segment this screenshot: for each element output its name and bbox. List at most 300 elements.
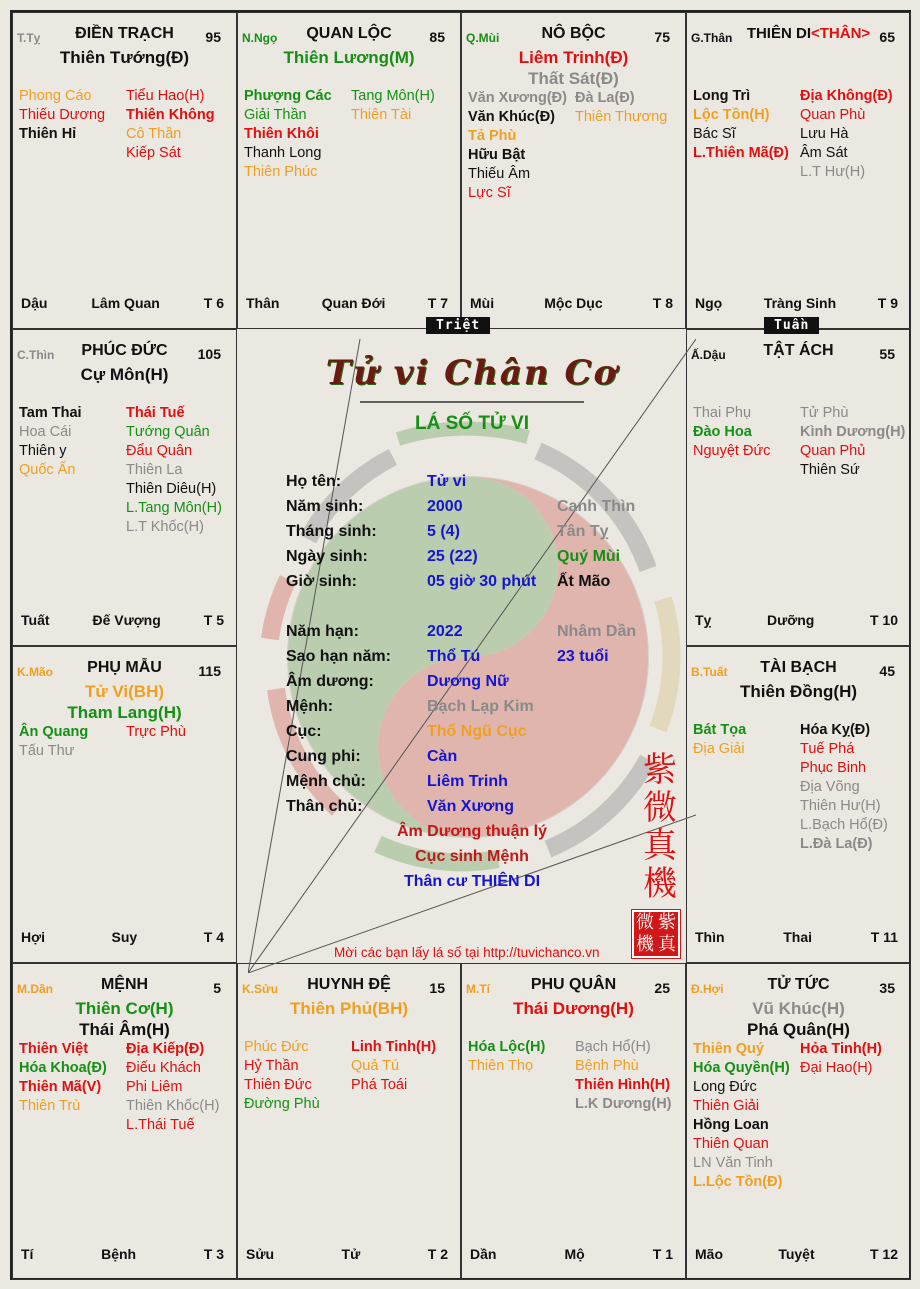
minor-star: Trực Phù bbox=[126, 724, 186, 740]
info-extra: Canh Thìn bbox=[557, 498, 636, 515]
palace-order: T 7 bbox=[427, 295, 448, 311]
minor-star: Thiên Khôi bbox=[244, 126, 319, 142]
minor-star: Phi Liêm bbox=[126, 1079, 183, 1095]
minor-stars bbox=[19, 723, 234, 761]
info-value: 5 (4) bbox=[427, 523, 460, 540]
info-label: Sao hạn năm: bbox=[286, 648, 391, 665]
palace-number: 35 bbox=[879, 980, 895, 996]
minor-star: Thiên Trù bbox=[19, 1098, 81, 1114]
palace-5 bbox=[686, 329, 911, 646]
palace-stem: B.Tuất bbox=[691, 665, 728, 679]
stamp-char: 機 bbox=[636, 934, 654, 955]
palace-stem: G.Thân bbox=[691, 31, 733, 45]
chart-note: Thân cư THIÊN DI bbox=[403, 873, 541, 890]
stamp-char: 微 bbox=[636, 912, 654, 933]
palace-phase: Lâm Quan bbox=[91, 295, 160, 311]
palace-number: 95 bbox=[205, 29, 221, 45]
palace-name: HUYNH ĐỆ bbox=[307, 976, 391, 993]
palace-footer bbox=[695, 929, 898, 945]
palace-phase: Tuyệt bbox=[778, 1246, 815, 1262]
palace-number: 15 bbox=[429, 980, 445, 996]
palace-stem: K.Mão bbox=[17, 665, 53, 679]
palace-name: PHỤ MẪU bbox=[87, 659, 162, 676]
minor-star: L.Lộc Tồn(Đ) bbox=[693, 1174, 783, 1190]
minor-star: Thiên Khốc(H) bbox=[126, 1098, 220, 1114]
minor-stars-right bbox=[126, 723, 233, 761]
palace-branch: Sửu bbox=[246, 1246, 275, 1262]
palace-number: 65 bbox=[879, 29, 895, 45]
minor-star: Đường Phù bbox=[244, 1096, 320, 1112]
palace-number: 45 bbox=[879, 663, 895, 679]
minor-star: Thiên Hình(H) bbox=[575, 1077, 671, 1093]
palace-phase: Thai bbox=[783, 929, 813, 945]
palace-stem: Q.Mùi bbox=[466, 31, 500, 45]
minor-star: Thiên Quý bbox=[693, 1041, 764, 1057]
minor-star: Thái Tuế bbox=[126, 405, 185, 421]
minor-star: Địa Không(Đ) bbox=[800, 88, 893, 104]
minor-star: L.Bạch Hổ(Đ) bbox=[800, 817, 888, 833]
minor-star: Thai Phụ bbox=[693, 405, 752, 421]
minor-stars-left bbox=[468, 1038, 575, 1114]
palace-footer bbox=[470, 295, 673, 311]
palace-order: T 8 bbox=[652, 295, 673, 311]
minor-star: Lộc Tồn(H) bbox=[693, 107, 770, 123]
palace-phase: Dưỡng bbox=[767, 612, 815, 628]
minor-star: Thiên La bbox=[126, 462, 183, 478]
palace-footer bbox=[246, 1246, 448, 1262]
minor-star: Quốc Ấn bbox=[19, 462, 76, 478]
minor-stars bbox=[693, 721, 908, 854]
palace-branch: Dần bbox=[470, 1246, 497, 1262]
major-star: Phá Quân(H) bbox=[747, 1020, 850, 1039]
seal-char: 微 bbox=[643, 788, 677, 828]
major-stars bbox=[238, 47, 460, 68]
minor-star: Thiếu Dương bbox=[19, 107, 106, 123]
minor-star: Linh Tinh(H) bbox=[351, 1039, 437, 1055]
palace-order: T 1 bbox=[652, 1246, 673, 1262]
palace-order: T 5 bbox=[203, 612, 224, 628]
minor-star: Lưu Hà bbox=[800, 126, 849, 142]
palace-stem: K.Sửu bbox=[242, 982, 279, 996]
minor-stars-left bbox=[693, 1040, 800, 1192]
palace-9 bbox=[237, 963, 461, 1280]
minor-stars-right bbox=[800, 721, 907, 854]
info-label: Năm hạn: bbox=[286, 623, 359, 640]
minor-star: Địa Kiếp(Đ) bbox=[126, 1041, 205, 1057]
palace-phase: Mộ bbox=[564, 1246, 585, 1262]
minor-stars bbox=[244, 1038, 459, 1114]
minor-star: Kình Dương(H) bbox=[800, 424, 906, 440]
palace-phase: Bệnh bbox=[101, 1246, 137, 1262]
minor-star: Hồng Loan bbox=[693, 1117, 769, 1133]
minor-stars-right bbox=[126, 87, 233, 163]
minor-stars bbox=[468, 89, 683, 203]
palace-7 bbox=[686, 646, 911, 963]
major-stars bbox=[13, 681, 236, 723]
palace-order: T 11 bbox=[870, 929, 898, 945]
palace-name: PHU QUÂN bbox=[530, 976, 617, 993]
palace-footer bbox=[246, 295, 448, 311]
minor-stars-right bbox=[351, 87, 458, 182]
palace-stem: Ấ.Dậu bbox=[691, 348, 726, 362]
minor-stars-left bbox=[244, 87, 351, 182]
horoscope-chart bbox=[10, 10, 911, 1280]
minor-star: LN Văn Tinh bbox=[693, 1155, 773, 1171]
minor-star: Bệnh Phù bbox=[575, 1058, 639, 1074]
info-value: Liêm Trinh bbox=[427, 773, 508, 790]
palace-name-text: THIÊN DI bbox=[746, 25, 811, 42]
major-star: Thái Dương(H) bbox=[513, 999, 634, 1018]
minor-star: Thiên Quan bbox=[693, 1136, 769, 1152]
minor-star: Giải Thần bbox=[244, 107, 307, 123]
minor-star: Bạch Hổ(H) bbox=[575, 1039, 651, 1055]
palace-phase: Suy bbox=[111, 929, 138, 945]
palace-number: 85 bbox=[429, 29, 445, 45]
seal-char: 真 bbox=[643, 826, 677, 866]
minor-star: Thiên Không bbox=[126, 107, 215, 123]
palace-branch: Mùi bbox=[470, 295, 495, 311]
minor-star: Đại Hao(H) bbox=[800, 1060, 873, 1076]
minor-stars-left bbox=[244, 1038, 351, 1114]
major-stars bbox=[238, 998, 460, 1019]
minor-star: Lực Sĩ bbox=[468, 185, 511, 201]
minor-star: Hóa Kỵ(Đ) bbox=[800, 722, 871, 738]
major-stars bbox=[462, 998, 685, 1019]
minor-star: L.T Khốc(H) bbox=[126, 519, 204, 535]
info-label: Giờ sinh: bbox=[286, 573, 357, 590]
minor-star: Long Đức bbox=[693, 1079, 757, 1095]
major-star: Thiên Lương(M) bbox=[283, 48, 415, 67]
minor-star: L.Thiên Mã(Đ) bbox=[693, 145, 789, 161]
palace-branch: Mão bbox=[695, 1246, 723, 1262]
minor-star: Tang Môn(H) bbox=[351, 88, 435, 104]
palace-footer bbox=[21, 612, 224, 628]
minor-star: L.Thái Tuế bbox=[126, 1117, 195, 1133]
major-star: Thiên Tướng(Đ) bbox=[59, 48, 190, 67]
palace-name: PHÚC ĐỨC bbox=[81, 342, 168, 359]
palace-branch: Tí bbox=[21, 1246, 34, 1262]
palace-order: T 3 bbox=[203, 1246, 224, 1262]
minor-star: Tử Phù bbox=[800, 405, 849, 421]
palace-name: TỬ TỨC bbox=[767, 976, 830, 993]
triet-marker: Triệt bbox=[426, 317, 490, 334]
minor-star: Thiên Thương bbox=[575, 109, 668, 125]
minor-star: Đào Hoa bbox=[693, 424, 752, 440]
minor-star: Hóa Lộc(H) bbox=[468, 1039, 546, 1055]
major-stars bbox=[687, 681, 910, 702]
palace-branch: Thìn bbox=[695, 929, 725, 945]
palace-name: QUAN LỘC bbox=[306, 25, 392, 42]
minor-stars-right bbox=[800, 1040, 907, 1192]
chart-note: Cục sinh Mệnh bbox=[415, 848, 529, 865]
palace-footer bbox=[21, 929, 224, 945]
minor-star: Thiên Mã(V) bbox=[19, 1079, 102, 1095]
palace-11 bbox=[686, 963, 911, 1280]
major-star: Thái Âm(H) bbox=[79, 1020, 170, 1039]
palace-6 bbox=[12, 646, 237, 963]
palace-branch: Thân bbox=[246, 295, 280, 311]
info-label: Cung phi: bbox=[286, 748, 361, 765]
minor-star: Điếu Khách bbox=[126, 1060, 201, 1076]
palace-stem: N.Ngọ bbox=[242, 31, 278, 45]
minor-star: L.Tang Môn(H) bbox=[126, 500, 222, 516]
minor-star: Âm Sát bbox=[800, 145, 848, 161]
minor-star: Quả Tú bbox=[351, 1058, 400, 1074]
info-value: Càn bbox=[427, 748, 458, 765]
minor-star: Quan Phủ bbox=[800, 443, 866, 459]
minor-stars-left bbox=[19, 1040, 126, 1135]
palace-name: ĐIỀN TRẠCH bbox=[75, 25, 174, 42]
palace-order: T 9 bbox=[877, 295, 898, 311]
info-label: Âm dương: bbox=[286, 673, 374, 690]
major-star: Liêm Trinh(Đ) bbox=[518, 48, 629, 67]
info-label: Thân chủ: bbox=[286, 798, 363, 815]
minor-stars bbox=[693, 1040, 908, 1192]
seal-char: 紫 bbox=[643, 750, 677, 790]
minor-stars-right bbox=[126, 1040, 233, 1135]
minor-star: L.K Dương(H) bbox=[575, 1096, 672, 1112]
major-star: Thiên Phủ(BH) bbox=[289, 999, 409, 1018]
seal-calligraphy bbox=[640, 751, 680, 903]
palace-phase: Đế Vượng bbox=[92, 612, 161, 628]
minor-star: Thiên Đức bbox=[244, 1077, 312, 1093]
minor-stars bbox=[693, 404, 908, 480]
info-label: Mệnh chủ: bbox=[286, 773, 366, 790]
chart-title: LÁ SỐ TỬ VI bbox=[415, 413, 529, 434]
chart-note: Âm Dương thuận lý bbox=[396, 823, 548, 840]
info-value: Bạch Lạp Kim bbox=[427, 698, 534, 715]
minor-star: Thiên Phúc bbox=[244, 164, 318, 180]
info-extra: 23 tuổi bbox=[557, 648, 609, 665]
palace-name: MỆNH bbox=[100, 976, 149, 993]
minor-star: L.Đà La(Đ) bbox=[800, 836, 873, 852]
info-label: Họ tên: bbox=[286, 473, 342, 490]
major-star: Vũ Khúc(H) bbox=[752, 999, 845, 1018]
minor-star: Bát Tọa bbox=[693, 722, 747, 738]
minor-stars-left bbox=[19, 87, 126, 163]
minor-stars-right bbox=[800, 87, 907, 182]
minor-star: Ân Quang bbox=[19, 724, 89, 740]
palace-8 bbox=[12, 963, 237, 1280]
info-extra: Tân Tỵ bbox=[557, 523, 609, 540]
major-star: Cự Môn(H) bbox=[80, 365, 169, 384]
palace-number: 105 bbox=[197, 346, 221, 362]
minor-star: Phượng Các bbox=[244, 88, 332, 104]
minor-star: Tiểu Hao(H) bbox=[126, 88, 205, 104]
website-footer[interactable]: Mời các bạn lấy lá số tại http://tuvichanco.vn bbox=[334, 945, 600, 960]
palace-branch: Dậu bbox=[21, 295, 48, 311]
minor-star: Tả Phù bbox=[468, 128, 517, 144]
minor-star: Tam Thai bbox=[19, 405, 82, 421]
info-label: Cục: bbox=[286, 723, 322, 740]
palace-4 bbox=[12, 329, 237, 646]
minor-star: Bác Sĩ bbox=[693, 126, 736, 142]
minor-star: Thiên Sứ bbox=[800, 462, 860, 478]
minor-stars-right bbox=[575, 89, 682, 203]
palace-stem: M.Dần bbox=[17, 982, 53, 996]
minor-star: Long Trì bbox=[693, 88, 751, 104]
minor-star: Hỷ Thần bbox=[244, 1058, 299, 1074]
info-value: Thổ Ngũ Cục bbox=[427, 723, 527, 740]
minor-stars bbox=[19, 404, 234, 537]
minor-stars-left bbox=[693, 87, 800, 182]
palace-2 bbox=[461, 12, 686, 329]
info-value: Thổ Tú bbox=[427, 648, 481, 665]
palace-phase: Tử bbox=[341, 1246, 361, 1262]
palace-stem: M.Tí bbox=[466, 982, 490, 996]
palace-name: NÔ BỘC bbox=[541, 25, 606, 42]
palace-1 bbox=[237, 12, 461, 329]
minor-star: Địa Giải bbox=[693, 741, 745, 757]
minor-star: Đà La(Đ) bbox=[575, 90, 635, 106]
palace-footer bbox=[695, 612, 898, 628]
minor-star: Hóa Quyền(H) bbox=[693, 1060, 790, 1076]
palace-order: T 10 bbox=[869, 612, 898, 628]
minor-stars-left bbox=[468, 89, 575, 203]
info-value: 2000 bbox=[427, 498, 463, 515]
body-marker: <THÂN> bbox=[810, 25, 871, 42]
tuan-marker: Tuần bbox=[764, 317, 819, 334]
major-stars bbox=[687, 998, 910, 1040]
palace-stem: Đ.Hợi bbox=[691, 982, 724, 996]
palace-phase: Quan Đới bbox=[321, 295, 386, 311]
minor-stars-left bbox=[19, 404, 126, 537]
minor-star: Thiên y bbox=[19, 443, 67, 459]
palace-0 bbox=[12, 12, 237, 329]
seal-char: 機 bbox=[643, 864, 677, 904]
minor-star: Thiếu Âm bbox=[468, 166, 531, 182]
seal-stamp bbox=[632, 910, 680, 958]
major-star: Thất Sát(Đ) bbox=[528, 69, 619, 88]
palace-phase: Tràng Sinh bbox=[763, 295, 837, 311]
minor-star: Thiên Hỉ bbox=[19, 126, 77, 142]
palace-10 bbox=[461, 963, 686, 1280]
info-extra: Quý Mùi bbox=[557, 548, 621, 565]
minor-star: Thiên Hư(H) bbox=[800, 798, 881, 814]
palace-branch: Ngọ bbox=[695, 295, 723, 311]
palace-footer bbox=[21, 295, 224, 311]
info-label: Tháng sinh: bbox=[286, 523, 377, 540]
info-extra: Ất Mão bbox=[557, 573, 611, 590]
minor-stars bbox=[693, 87, 908, 182]
info-label: Mệnh: bbox=[286, 698, 334, 715]
minor-stars bbox=[19, 1040, 234, 1135]
info-value: Văn Xương bbox=[427, 798, 514, 815]
palace-footer bbox=[695, 1246, 898, 1262]
minor-star: Thiên Tài bbox=[351, 107, 412, 123]
palace-name bbox=[687, 25, 910, 42]
minor-stars bbox=[19, 87, 234, 163]
palace-stem: T.Tỵ bbox=[17, 31, 41, 45]
palace-footer bbox=[470, 1246, 673, 1262]
palace-order: T 12 bbox=[869, 1246, 898, 1262]
major-star: Tử Vi(BH) bbox=[84, 682, 165, 701]
minor-star: Hỏa Tinh(H) bbox=[800, 1041, 882, 1057]
minor-star: Quan Phù bbox=[800, 107, 866, 123]
minor-star: Thiên Thọ bbox=[468, 1058, 534, 1074]
minor-star: Thiên Việt bbox=[19, 1041, 89, 1057]
minor-star: Phục Binh bbox=[800, 760, 867, 776]
major-star: Thiên Cơ(H) bbox=[75, 999, 174, 1018]
palace-number: 115 bbox=[198, 663, 221, 679]
minor-stars-left bbox=[693, 404, 800, 480]
minor-star: Văn Khúc(Đ) bbox=[468, 109, 555, 125]
minor-star: Hữu Bật bbox=[468, 147, 526, 163]
major-stars bbox=[13, 998, 236, 1040]
palace-branch: Tỵ bbox=[695, 612, 712, 628]
minor-star: Kiếp Sát bbox=[126, 145, 181, 161]
palace-number: 25 bbox=[654, 980, 670, 996]
minor-stars-right bbox=[575, 1038, 682, 1114]
major-stars bbox=[13, 47, 236, 68]
major-stars bbox=[13, 364, 236, 385]
minor-star: Phúc Đức bbox=[244, 1039, 309, 1055]
minor-star: Thiên Diêu(H) bbox=[126, 481, 217, 497]
minor-star: Tuế Phá bbox=[800, 741, 855, 757]
info-label: Ngày sinh: bbox=[286, 548, 368, 565]
palace-order: T 6 bbox=[203, 295, 224, 311]
minor-stars-right bbox=[351, 1038, 458, 1114]
brand-logo: Tử vi Chân Cơ bbox=[325, 353, 619, 393]
palace-order: T 2 bbox=[427, 1246, 448, 1262]
info-value: 05 giờ 30 phút bbox=[427, 573, 537, 590]
minor-stars-left bbox=[693, 721, 800, 854]
minor-star: Thiên Giải bbox=[693, 1098, 760, 1114]
palace-phase: Mộc Dục bbox=[544, 295, 603, 311]
minor-star: Hóa Khoa(Đ) bbox=[19, 1060, 107, 1076]
palace-number: 55 bbox=[879, 346, 895, 362]
palace-footer bbox=[21, 1246, 224, 1262]
minor-star: Tướng Quân bbox=[126, 424, 210, 440]
minor-star: Nguyệt Đức bbox=[693, 443, 771, 459]
center-panel bbox=[248, 339, 696, 973]
minor-star: Phong Cáo bbox=[19, 88, 92, 104]
minor-stars bbox=[468, 1038, 683, 1114]
info-value: Dương Nữ bbox=[427, 673, 509, 690]
major-star: Thiên Đồng(H) bbox=[739, 682, 858, 701]
minor-star: L.T Hư(H) bbox=[800, 164, 866, 180]
palace-footer bbox=[695, 295, 898, 311]
minor-star: Thanh Long bbox=[244, 145, 322, 161]
palace-number: 5 bbox=[213, 980, 221, 996]
info-label: Năm sinh: bbox=[286, 498, 364, 515]
stamp-char: 真 bbox=[658, 934, 676, 955]
palace-branch: Tuất bbox=[21, 612, 50, 628]
minor-star: Đẩu Quân bbox=[126, 443, 193, 459]
palace-3 bbox=[686, 12, 911, 329]
major-stars bbox=[462, 47, 685, 89]
palace-branch: Hợi bbox=[21, 929, 45, 945]
minor-star: Cô Thần bbox=[126, 126, 182, 142]
minor-star: Hoa Cái bbox=[19, 424, 72, 440]
info-value: 25 (22) bbox=[427, 548, 478, 565]
minor-stars-left bbox=[19, 723, 126, 761]
minor-star: Văn Xương(Đ) bbox=[468, 90, 567, 106]
minor-stars-right bbox=[126, 404, 233, 537]
palace-name: TÀI BẠCH bbox=[760, 659, 837, 676]
palace-number: 75 bbox=[654, 29, 670, 45]
palace-name: TẬT ÁCH bbox=[763, 342, 834, 359]
info-value: 2022 bbox=[427, 623, 463, 640]
minor-stars bbox=[244, 87, 459, 182]
minor-star: Tấu Thư bbox=[19, 743, 75, 759]
major-star: Tham Lang(H) bbox=[67, 703, 182, 722]
minor-stars-right bbox=[800, 404, 907, 480]
minor-star: Địa Võng bbox=[800, 779, 860, 795]
info-value: Tử vi bbox=[427, 473, 467, 490]
palace-stem: C.Thìn bbox=[17, 348, 55, 362]
stamp-char: 紫 bbox=[658, 912, 676, 933]
